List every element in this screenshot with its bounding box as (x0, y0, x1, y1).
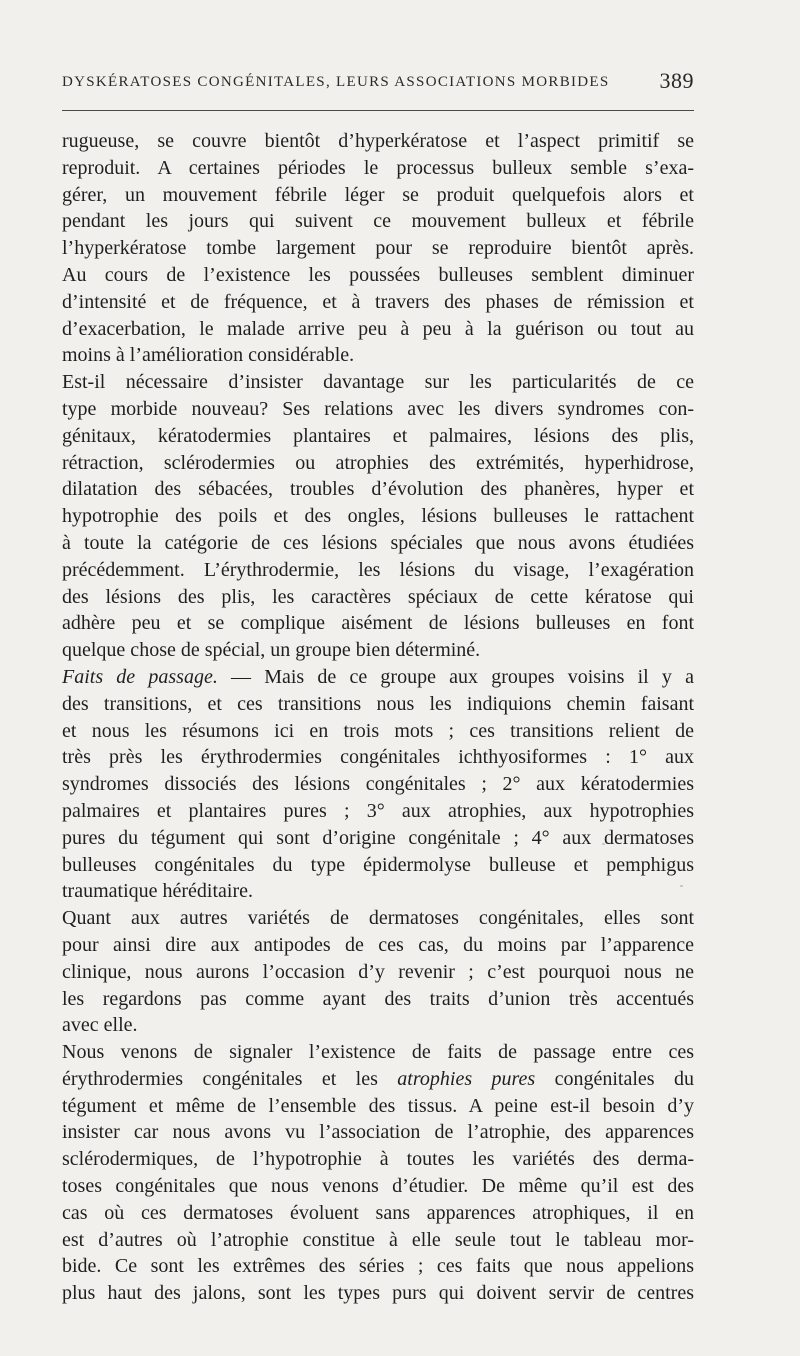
text-line: dilatation des sébacées, troubles d’évolution des phanères, hyper et (62, 478, 694, 501)
text-line: rétraction, sclérodermies ou atrophies des extrémités, hyperhidrose, (62, 451, 694, 474)
text-line: précédemment. L’érythrodermie, les lésions du visage, l’exagération (62, 558, 694, 581)
text-line: d’intensité et de fréquence, et à travers des phases de rémission et (62, 290, 694, 313)
text-line: rugueuse, se couvre bientôt d’hyperkératose et l’aspect primitif se (62, 130, 694, 152)
page-header (62, 70, 694, 102)
text-line: adhère peu et se complique aisément de lésions bulleuses en font (62, 612, 694, 635)
text-line: syndromes dissociés des lésions congénitales ; 2° aux kératodermies (62, 773, 694, 796)
text-line: reproduit. A certaines périodes le processus bulleux semble s’exa- (62, 156, 694, 179)
text-line: des transitions, et ces transitions nous les indiquions chemin faisant (62, 692, 694, 715)
text-line: insister car nous avons vu l’association de l’atrophie, des apparences (62, 1121, 694, 1144)
running-title: DYSKÉRATOSES CONGÉNITALES, LEURS ASSOCIATIONS MORBIDES (62, 74, 610, 90)
text-line: Nous venons de signaler l’existence de faits de passage entre ces (62, 1041, 694, 1064)
text-line: plus haut des jalons, sont les types purs qui doivent servir de centres (62, 1282, 694, 1305)
text-line: sclérodermiques, de l’hypotrophie à toutes les variétés des derma- (62, 1148, 694, 1171)
text-line: pour ainsi dire aux antipodes de ces cas, du moins par l’apparence (62, 933, 694, 956)
text-line: traumatique héréditaire. (62, 880, 254, 903)
text-line: clinique, nous aurons l’occasion d’y revenir ; c’est pourquoi nous ne (62, 960, 694, 983)
section-heading-italic: Faits de passage. (62, 665, 218, 688)
text-line: palmaires et plantaires pures ; 3° aux atrophies, aux hypotrophies (62, 799, 694, 822)
paper-speck (602, 843, 605, 845)
text-line: pendant les jours qui suivent ce mouvement bulleux et fébrile (62, 210, 694, 233)
page-number: 389 (659, 68, 694, 93)
text-run: — Mais de ce groupe aux groupes voisins il y a (217, 665, 694, 688)
paper-speck (680, 885, 683, 887)
text-line: Au cours de l’existence les poussées bulleuses semblent diminuer (62, 263, 694, 286)
header-rule (62, 110, 694, 111)
text-line: pures du tégument qui sont d’origine congénitale ; 4° aux dermatoses (62, 826, 694, 849)
text-line: moins à l’amélioration considérable. (62, 344, 355, 367)
text-line: génitaux, kératodermies plantaires et palmaires, lésions des plis, (62, 424, 694, 447)
text-line: très près les érythrodermies congénitales ichthyosiformes : 1° aux (62, 746, 694, 769)
emphasis-italic: atrophies pures (397, 1067, 536, 1090)
text-line: avec elle. (62, 1014, 138, 1037)
text-line: Quant aux autres variétés de dermatoses congénitales, elles sont (62, 907, 694, 930)
text-line: l’hyperkératose tombe largement pour se reproduire bientôt après. (62, 237, 694, 260)
text-line (62, 664, 694, 691)
text-line: bulleuses congénitales du type épidermolyse bulleuse et pemphigus (62, 853, 694, 876)
text-line (62, 1066, 694, 1093)
text-line: bide. Ce sont les extrêmes des séries ; ces faits que nous appelions (62, 1255, 694, 1278)
text-line: cas où ces dermatoses évoluent sans apparences atrophiques, il en (62, 1201, 694, 1224)
text-line: les regardons pas comme ayant des traits d’union très accentués (62, 987, 694, 1010)
body-text (62, 128, 694, 1307)
text-line: à toute la catégorie de ces lésions spéciales que nous avons étudiées (62, 531, 694, 554)
text-line: hypotrophie des poils et des ongles, lésions bulleuses le rattachent (62, 505, 694, 528)
text-line: d’exacerbation, le malade arrive peu à peu à la guérison ou tout au (62, 317, 694, 340)
text-line: est d’autres où l’atrophie constitue à elle seule tout le tableau mor- (62, 1228, 694, 1251)
text-line: des lésions des plis, les caractères spéciaux de cette kératose qui (62, 585, 694, 608)
text-line: gérer, un mouvement fébrile léger se produit quelquefois alors et (62, 183, 694, 206)
text-line: toses congénitales que nous venons d’étudier. De même qu’il est des (62, 1175, 694, 1198)
text-line: tégument et même de l’ensemble des tissus. A peine est-il besoin d’y (62, 1094, 694, 1117)
text-line: quelque chose de spécial, un groupe bien déterminé. (62, 639, 481, 662)
text-line: et nous les résumons ici en trois mots ; ces transitions relient de (62, 719, 694, 742)
text-line: type morbide nouveau? Ses relations avec les divers syndromes con- (62, 397, 694, 420)
text-run: érythrodermies congénitales et les (62, 1067, 398, 1090)
text-line: Est-il nécessaire d’insister davantage sur les particularités de ce (62, 371, 694, 394)
text-run: congénitales du (535, 1067, 694, 1090)
